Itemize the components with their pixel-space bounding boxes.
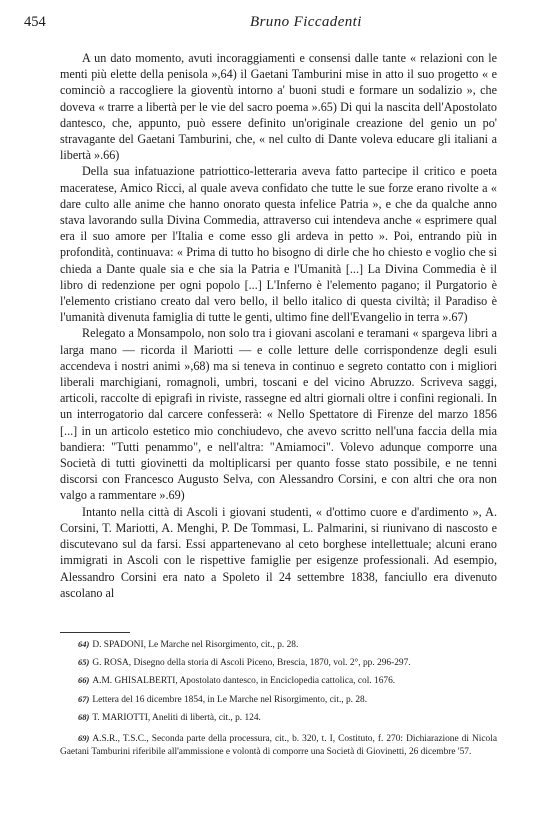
paragraph: Relegato a Monsampolo, non solo tra i giovani ascolani e teramani « spargeva libri a larga mano — ricorda il Mariotti — e colle letture delle corrispondenze degli esuli accendeva i nostri animi »,68) ma si teneva in continuo e segreto contatto con i migliori liberali marchigiani, romagnoli, umbri, toscani e del vicino Abruzzo. Scriveva saggi, articoli, raccolte di epigrafi in riviste, rassegne ed altri giornali oltre i confini regionali. In un interrogatorio dal carcere confesserà: « Nello Spettatore di Firenze del marzo 1856 [...] in un articolo estetico mio conchiudevo, che avevo scritto nell'una faccia della mia bandiera: "Tutti penammo", e nell'altra: "Amiamoci". Volevo adunque comporre una Società di tutti giovinetti da moltiplicarsi per quanto fosse stato possibile, e ne tenni discorsi con Francesco Augusto Selva, con Alessandro Corsini, e con altri che ora non valgo a rammentare ».69) <box>60 326 497 503</box>
footnotes <box>60 636 497 758</box>
footnote-number: 65) <box>78 657 90 668</box>
body-text <box>60 50 497 601</box>
paragraph: Intanto nella città di Ascoli i giovani studenti, « d'ottimo cuore e d'ardimento », A. Corsini, T. Mariotti, A. Menghi, P. De Tommasi, L. Palmarini, si riunivano di nascosto e discutevano sul da farsi. Essi appartenevano al ceto borghese intellettuale; alcuni erano immigrati in Ascoli con le rispettive famiglie per esigenze professionali. Ad esempio, Alessandro Corsini era nato a Spoleto il 24 settembre 1838, fanciullo era divenuto ascolano al <box>60 504 497 600</box>
footnote-number: 64) <box>78 639 90 649</box>
footnote-text: A.M. GHISALBERTI, Apostolato dantesco, in Enciclopedia cattolica, col. 1676. <box>92 676 396 687</box>
footnote <box>60 636 497 654</box>
footnote-number: 69) <box>78 733 90 744</box>
paragraph: Della sua infatuazione patriottico-letteraria aveva fatto partecipe il critico e poeta maceratese, Amico Ricci, al quale aveva confidato che tutte le sue forze erano rivolte a « dare culto alle anime che hanno onorato questa infelice Patria », e che da qualche anno stava lavorando sulla Divina Commedia, attraverso cui intendeva anche « esprimere qual era il suo amore per l'Italia e come esso gli ardeva in petto ». Poi, entrando più in profondità, continuava: « Prima di tutto ho bisogno di dirle che ho chiesto e voglio che si chieda a Dante quale sia e che sia la Patria e l'Umanità [...] La Divina Commedia è il libro di redenzione per ogni popolo [...] L'Inferno è l'elemento pagano; il Purgatorio è l'elemento cristiano creato dal vero bello, il bello italico di questa civiltà; il Paradiso è l'umanità divenuta famiglia di tutte le genti, ultimo fine dell'Evangelio in terra ».67) <box>60 164 497 325</box>
running-head: Bruno Ficcadenti <box>250 14 362 30</box>
footnote-number: 67) <box>78 693 90 704</box>
footnote-number: 68) <box>78 711 90 722</box>
footnote-separator <box>60 632 130 633</box>
footnote <box>60 672 497 690</box>
page-header <box>24 14 490 34</box>
footnote-text: G. ROSA, Disegno della storia di Ascoli Piceno, Brescia, 1870, vol. 2°, pp. 296-297. <box>92 658 411 669</box>
footnote <box>60 654 497 672</box>
page-number: 454 <box>24 14 46 30</box>
footnote <box>60 732 497 758</box>
footnote-text: T. MARIOTTI, Aneliti di libertà, cit., p. 124. <box>92 712 261 723</box>
paragraph: A un dato momento, avuti incoraggiamenti e consensi dalle tante « relazioni con le menti più elette della penisola »,64) il Gaetani Tamburini mise in atto il suo progetto « e cominciò a raccogliere la gioventù intorno a' buoni studi e formare un sodalizio », che doveva « trarre a libertà per le vie del sacro poema ».65) Di qui la nascita dell'Apostolato dantesco, che, appunto, può essere definito un'originale creazione del genio un po' stravagante del Gaetani Tamburini, che, « nel culto di Dante voleva educare gli italiani a libertà ».66) <box>60 51 497 163</box>
footnote <box>60 709 497 727</box>
footnote-text: Lettera del 16 dicembre 1854, in Le Marche nel Risorgimento, cit., p. 28. <box>92 694 368 705</box>
footnote-text: D. SPADONI, Le Marche nel Risorgimento, cit., p. 28. <box>92 640 299 650</box>
footnote-text: A.S.R., T.S.C., Seconda parte della processura, cit., b. 320, t. I, Costituto, f. 270: Dichiarazione di Nicola Gaetani Tamburini riferibile all'ammissione e volontà di comporre una Società di Giovinetti, 26 dicembre '57. <box>60 734 497 757</box>
footnote <box>60 691 497 709</box>
footnote-number: 66) <box>78 675 90 686</box>
